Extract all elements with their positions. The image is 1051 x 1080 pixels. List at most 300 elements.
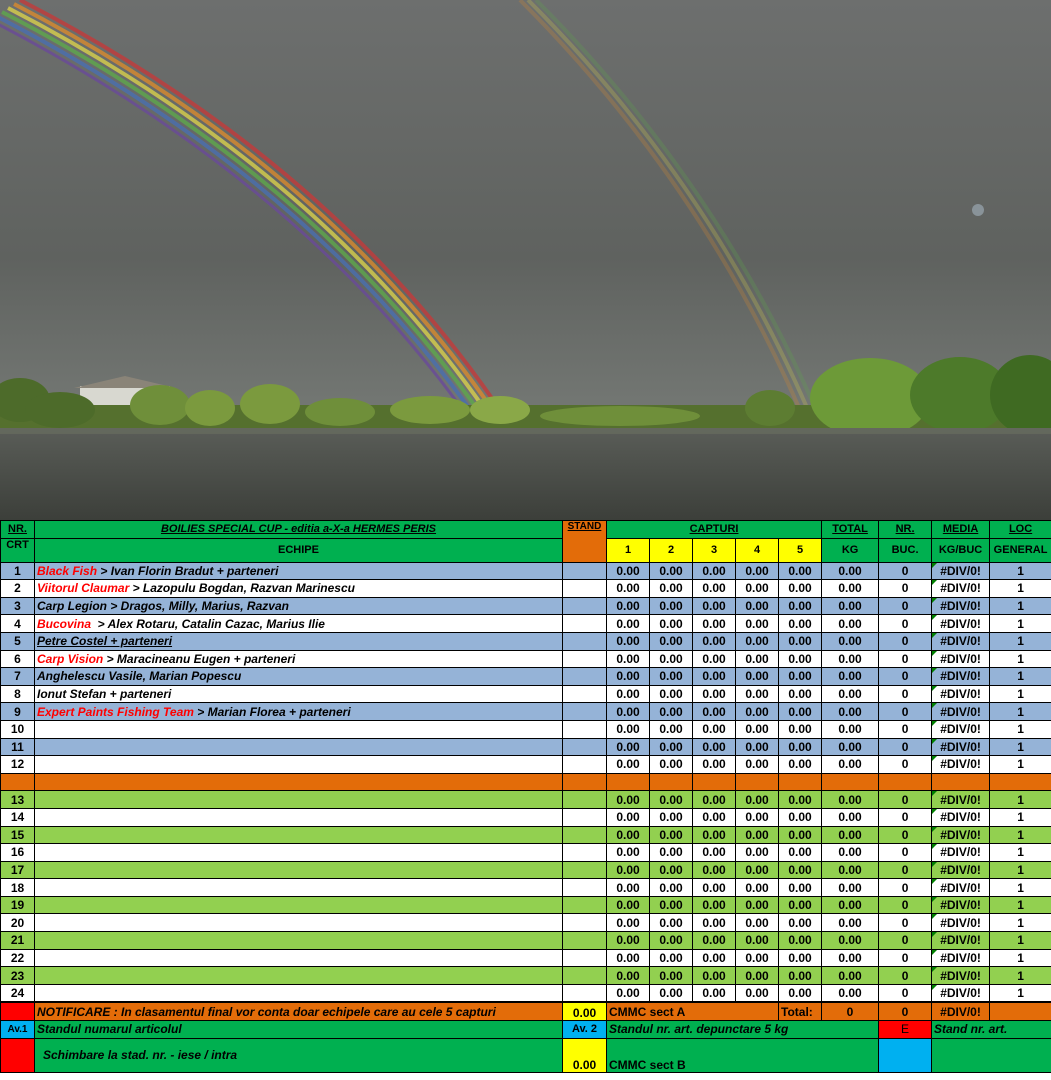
row-stand[interactable] xyxy=(563,756,607,774)
row-media: #DIV/0! xyxy=(932,949,990,967)
row-media: #DIV/0! xyxy=(932,738,990,756)
row-capture-2[interactable]: 0.00 xyxy=(650,949,693,967)
footer-cmmc-b: CMMC sect B xyxy=(607,1038,879,1072)
row-team[interactable] xyxy=(35,984,563,1002)
row-capture-1[interactable]: 0.00 xyxy=(607,668,650,686)
row-media: #DIV/0! xyxy=(932,703,990,721)
row-capture-4[interactable]: 0.00 xyxy=(736,615,779,633)
row-nr-buc: 0 xyxy=(879,791,932,809)
row-stand[interactable] xyxy=(563,879,607,897)
row-capture-3[interactable]: 0.00 xyxy=(693,967,736,985)
row-team[interactable] xyxy=(35,597,563,615)
row-media: #DIV/0! xyxy=(932,914,990,932)
row-stand[interactable] xyxy=(563,703,607,721)
row-total-kg: 0.00 xyxy=(822,632,879,650)
footer-schimbare: Schimbare la stad. nr. - iese / intra xyxy=(35,1038,563,1072)
row-capture-1[interactable]: 0.00 xyxy=(607,791,650,809)
row-capture-3[interactable]: 0.00 xyxy=(693,632,736,650)
row-capture-2[interactable]: 0.00 xyxy=(650,932,693,950)
row-capture-2[interactable]: 0.00 xyxy=(650,756,693,774)
row-total-kg: 0.00 xyxy=(822,949,879,967)
row-capture-4[interactable]: 0.00 xyxy=(736,984,779,1002)
row-capture-1[interactable]: 0.00 xyxy=(607,932,650,950)
separator-cell xyxy=(607,773,650,791)
row-loc: 1 xyxy=(990,756,1051,774)
row-capture-5[interactable]: 0.00 xyxy=(779,756,822,774)
row-media: #DIV/0! xyxy=(932,879,990,897)
row-capture-5[interactable]: 0.00 xyxy=(779,597,822,615)
row-stand[interactable] xyxy=(563,808,607,826)
row-capture-1[interactable]: 0.00 xyxy=(607,861,650,879)
row-capture-2[interactable]: 0.00 xyxy=(650,703,693,721)
team-members: > Marian Florea + parteneri xyxy=(193,704,351,719)
row-capture-2[interactable]: 0.00 xyxy=(650,738,693,756)
table-row xyxy=(1,685,1051,703)
row-team[interactable] xyxy=(35,562,563,580)
row-team[interactable] xyxy=(35,791,563,809)
row-capture-1[interactable]: 0.00 xyxy=(607,562,650,580)
row-capture-5[interactable]: 0.00 xyxy=(779,826,822,844)
row-capture-1[interactable]: 0.00 xyxy=(607,967,650,985)
row-capture-1[interactable]: 0.00 xyxy=(607,720,650,738)
row-total-kg: 0.00 xyxy=(822,808,879,826)
row-capture-1[interactable]: 0.00 xyxy=(607,844,650,862)
team-name: Carp Vision xyxy=(37,651,104,666)
row-stand[interactable] xyxy=(563,615,607,633)
row-capture-1[interactable]: 0.00 xyxy=(607,685,650,703)
row-capture-1[interactable]: 0.00 xyxy=(607,808,650,826)
row-capture-2[interactable]: 0.00 xyxy=(650,668,693,686)
row-capture-1[interactable]: 0.00 xyxy=(607,615,650,633)
row-stand[interactable] xyxy=(563,668,607,686)
row-capture-4[interactable]: 0.00 xyxy=(736,738,779,756)
row-team[interactable] xyxy=(35,615,563,633)
row-capture-3[interactable]: 0.00 xyxy=(693,703,736,721)
header-capture-2: 2 xyxy=(650,538,693,562)
row-capture-5[interactable]: 0.00 xyxy=(779,808,822,826)
separator-cell xyxy=(1,773,35,791)
row-capture-3[interactable]: 0.00 xyxy=(693,720,736,738)
row-team[interactable] xyxy=(35,844,563,862)
row-capture-4[interactable]: 0.00 xyxy=(736,562,779,580)
header-capture-5: 5 xyxy=(779,538,822,562)
row-media: #DIV/0! xyxy=(932,720,990,738)
header-echipe: ECHIPE xyxy=(35,538,563,562)
row-nr: 16 xyxy=(1,844,35,862)
footer-e-label: E xyxy=(879,1021,932,1039)
row-nr: 18 xyxy=(1,879,35,897)
row-capture-5[interactable]: 0.00 xyxy=(779,896,822,914)
row-loc: 1 xyxy=(990,615,1051,633)
row-nr: 11 xyxy=(1,738,35,756)
row-total-kg: 0.00 xyxy=(822,756,879,774)
row-capture-2[interactable]: 0.00 xyxy=(650,826,693,844)
row-capture-3[interactable]: 0.00 xyxy=(693,685,736,703)
footer-total-media: #DIV/0! xyxy=(932,1003,990,1021)
row-capture-4[interactable]: 0.00 xyxy=(736,879,779,897)
photo-svg xyxy=(0,0,1051,520)
team-members: Petre Costel + parteneri xyxy=(37,634,173,649)
row-nr-buc: 0 xyxy=(879,967,932,985)
footer-standul-numarul: Standul numarul articolul xyxy=(35,1021,563,1039)
row-nr: 8 xyxy=(1,685,35,703)
row-loc: 1 xyxy=(990,967,1051,985)
row-media: #DIV/0! xyxy=(932,668,990,686)
row-capture-1[interactable]: 0.00 xyxy=(607,650,650,668)
row-capture-2[interactable]: 0.00 xyxy=(650,791,693,809)
row-nr-buc: 0 xyxy=(879,720,932,738)
table-row xyxy=(1,668,1051,686)
row-nr-buc: 0 xyxy=(879,756,932,774)
team-members: Ionut Stefan + parteneri xyxy=(37,687,172,702)
row-capture-2[interactable]: 0.00 xyxy=(650,615,693,633)
row-capture-5[interactable]: 0.00 xyxy=(779,720,822,738)
row-stand[interactable] xyxy=(563,562,607,580)
row-capture-3[interactable]: 0.00 xyxy=(693,580,736,598)
row-stand[interactable] xyxy=(563,932,607,950)
table-row xyxy=(1,826,1051,844)
row-capture-4[interactable]: 0.00 xyxy=(736,914,779,932)
row-capture-5[interactable]: 0.00 xyxy=(779,668,822,686)
footer-red-marker-2 xyxy=(1,1038,35,1072)
table-row xyxy=(1,932,1051,950)
row-total-kg: 0.00 xyxy=(822,967,879,985)
row-capture-2[interactable]: 0.00 xyxy=(650,844,693,862)
row-loc: 1 xyxy=(990,597,1051,615)
row-capture-3[interactable]: 0.00 xyxy=(693,949,736,967)
row-stand[interactable] xyxy=(563,861,607,879)
row-capture-4[interactable]: 0.00 xyxy=(736,580,779,598)
row-capture-3[interactable]: 0.00 xyxy=(693,879,736,897)
row-media: #DIV/0! xyxy=(932,632,990,650)
row-capture-1[interactable]: 0.00 xyxy=(607,738,650,756)
row-team[interactable] xyxy=(35,650,563,668)
row-team[interactable] xyxy=(35,632,563,650)
row-capture-4[interactable]: 0.00 xyxy=(736,949,779,967)
row-nr: 23 xyxy=(1,967,35,985)
row-stand[interactable] xyxy=(563,826,607,844)
row-nr: 9 xyxy=(1,703,35,721)
row-capture-3[interactable]: 0.00 xyxy=(693,738,736,756)
row-media: #DIV/0! xyxy=(932,597,990,615)
team-name: Viitorul Claumar xyxy=(37,581,130,596)
row-nr: 14 xyxy=(1,808,35,826)
row-loc: 1 xyxy=(990,738,1051,756)
row-team[interactable] xyxy=(35,879,563,897)
row-capture-2[interactable]: 0.00 xyxy=(650,967,693,985)
table-row xyxy=(1,738,1051,756)
row-media: #DIV/0! xyxy=(932,562,990,580)
row-stand[interactable] xyxy=(563,580,607,598)
row-capture-5[interactable]: 0.00 xyxy=(779,791,822,809)
row-capture-4[interactable]: 0.00 xyxy=(736,896,779,914)
row-nr-buc: 0 xyxy=(879,984,932,1002)
row-capture-2[interactable]: 0.00 xyxy=(650,861,693,879)
row-capture-3[interactable]: 0.00 xyxy=(693,668,736,686)
row-capture-4[interactable]: 0.00 xyxy=(736,650,779,668)
row-stand[interactable] xyxy=(563,984,607,1002)
row-loc: 1 xyxy=(990,984,1051,1002)
row-capture-1[interactable]: 0.00 xyxy=(607,756,650,774)
row-loc: 1 xyxy=(990,808,1051,826)
row-stand[interactable] xyxy=(563,791,607,809)
row-nr: 13 xyxy=(1,791,35,809)
row-capture-1[interactable]: 0.00 xyxy=(607,632,650,650)
row-nr-buc: 0 xyxy=(879,685,932,703)
row-capture-3[interactable]: 0.00 xyxy=(693,562,736,580)
separator-cell xyxy=(650,773,693,791)
row-stand[interactable] xyxy=(563,685,607,703)
row-capture-3[interactable]: 0.00 xyxy=(693,650,736,668)
header-capture-1: 1 xyxy=(607,538,650,562)
row-nr: 15 xyxy=(1,826,35,844)
row-team[interactable] xyxy=(35,861,563,879)
table-row xyxy=(1,967,1051,985)
row-capture-2[interactable]: 0.00 xyxy=(650,896,693,914)
row-capture-3[interactable]: 0.00 xyxy=(693,756,736,774)
section-separator xyxy=(1,773,1051,791)
row-capture-5[interactable]: 0.00 xyxy=(779,932,822,950)
header-general: GENERAL xyxy=(990,538,1051,562)
row-capture-3[interactable]: 0.00 xyxy=(693,808,736,826)
row-team[interactable] xyxy=(35,720,563,738)
table-row xyxy=(1,896,1051,914)
row-team[interactable] xyxy=(35,668,563,686)
row-team[interactable] xyxy=(35,756,563,774)
row-team[interactable] xyxy=(35,949,563,967)
row-total-kg: 0.00 xyxy=(822,861,879,879)
row-capture-5[interactable]: 0.00 xyxy=(779,967,822,985)
row-total-kg: 0.00 xyxy=(822,826,879,844)
row-stand[interactable] xyxy=(563,844,607,862)
row-total-kg: 0.00 xyxy=(822,580,879,598)
table-row xyxy=(1,562,1051,580)
row-capture-4[interactable]: 0.00 xyxy=(736,668,779,686)
row-team[interactable] xyxy=(35,580,563,598)
row-stand[interactable] xyxy=(563,914,607,932)
row-capture-5[interactable]: 0.00 xyxy=(779,562,822,580)
row-media: #DIV/0! xyxy=(932,650,990,668)
row-capture-1[interactable]: 0.00 xyxy=(607,580,650,598)
row-stand[interactable] xyxy=(563,896,607,914)
header-kg-buc: KG/BUC xyxy=(932,538,990,562)
team-name: Expert Paints Fishing Team xyxy=(37,704,194,719)
row-team[interactable] xyxy=(35,808,563,826)
row-nr: 19 xyxy=(1,896,35,914)
row-stand[interactable] xyxy=(563,597,607,615)
footer-row-2 xyxy=(1,1021,1051,1039)
row-stand[interactable] xyxy=(563,949,607,967)
row-total-kg: 0.00 xyxy=(822,650,879,668)
row-loc: 1 xyxy=(990,720,1051,738)
row-capture-5[interactable]: 0.00 xyxy=(779,914,822,932)
row-team[interactable] xyxy=(35,896,563,914)
row-capture-5[interactable]: 0.00 xyxy=(779,580,822,598)
row-nr-buc: 0 xyxy=(879,562,932,580)
row-capture-5[interactable]: 0.00 xyxy=(779,703,822,721)
row-stand[interactable] xyxy=(563,738,607,756)
team-members: Anghelescu Vasile, Marian Popescu xyxy=(37,669,242,684)
row-nr: 17 xyxy=(1,861,35,879)
footer-green-end xyxy=(932,1038,1051,1072)
row-media: #DIV/0! xyxy=(932,896,990,914)
row-total-kg: 0.00 xyxy=(822,562,879,580)
row-capture-1[interactable]: 0.00 xyxy=(607,914,650,932)
row-capture-3[interactable]: 0.00 xyxy=(693,932,736,950)
row-capture-5[interactable]: 0.00 xyxy=(779,861,822,879)
row-capture-4[interactable]: 0.00 xyxy=(736,826,779,844)
row-capture-3[interactable]: 0.00 xyxy=(693,826,736,844)
table-row xyxy=(1,756,1051,774)
row-loc: 1 xyxy=(990,861,1051,879)
header-title: BOILIES SPECIAL CUP - editia a-X-a HERMES PERIS xyxy=(35,521,563,539)
separator-cell xyxy=(35,773,563,791)
footer-notificare: NOTIFICARE : In clasamentul final vor conta doar echipele care au cele 5 capturi xyxy=(35,1003,563,1021)
table-row xyxy=(1,615,1051,633)
table-row xyxy=(1,808,1051,826)
header-media: MEDIA xyxy=(932,521,990,539)
row-capture-3[interactable]: 0.00 xyxy=(693,896,736,914)
row-team[interactable] xyxy=(35,685,563,703)
row-capture-4[interactable]: 0.00 xyxy=(736,791,779,809)
team-members: > Alex Rotaru, Catalin Cazac, Marius Ilie xyxy=(91,616,325,631)
row-capture-4[interactable]: 0.00 xyxy=(736,932,779,950)
row-nr: 1 xyxy=(1,562,35,580)
row-team[interactable] xyxy=(35,914,563,932)
footer-av1: Av.1 xyxy=(1,1021,35,1039)
footer-total-kg: 0 xyxy=(822,1003,879,1021)
footer-red-marker-1 xyxy=(1,1003,35,1021)
separator-cell xyxy=(736,773,779,791)
row-capture-3[interactable]: 0.00 xyxy=(693,597,736,615)
row-capture-2[interactable]: 0.00 xyxy=(650,685,693,703)
row-team[interactable] xyxy=(35,932,563,950)
row-capture-2[interactable]: 0.00 xyxy=(650,914,693,932)
row-capture-5[interactable]: 0.00 xyxy=(779,949,822,967)
header-total: TOTAL xyxy=(822,521,879,539)
row-team[interactable] xyxy=(35,826,563,844)
header-buc: BUC. xyxy=(879,538,932,562)
row-capture-1[interactable]: 0.00 xyxy=(607,879,650,897)
row-capture-4[interactable]: 0.00 xyxy=(736,808,779,826)
row-nr-buc: 0 xyxy=(879,844,932,862)
row-capture-3[interactable]: 0.00 xyxy=(693,791,736,809)
footer-standul-nr: Standul nr. art. depunctare 5 kg xyxy=(607,1021,879,1039)
row-capture-2[interactable]: 0.00 xyxy=(650,562,693,580)
row-stand[interactable] xyxy=(563,967,607,985)
row-media: #DIV/0! xyxy=(932,580,990,598)
row-capture-3[interactable]: 0.00 xyxy=(693,861,736,879)
row-nr: 12 xyxy=(1,756,35,774)
footer-stand-value: 0.00 xyxy=(563,1003,607,1021)
team-members: > Lazopulu Bogdan, Razvan Marinescu xyxy=(129,581,355,596)
row-capture-5[interactable]: 0.00 xyxy=(779,984,822,1002)
row-loc: 1 xyxy=(990,879,1051,897)
row-capture-4[interactable]: 0.00 xyxy=(736,861,779,879)
separator-cell xyxy=(693,773,736,791)
row-capture-2[interactable]: 0.00 xyxy=(650,632,693,650)
header-capturi: CAPTURI xyxy=(607,521,822,539)
row-capture-2[interactable]: 0.00 xyxy=(650,650,693,668)
row-capture-5[interactable]: 0.00 xyxy=(779,844,822,862)
row-capture-4[interactable]: 0.00 xyxy=(736,720,779,738)
row-capture-5[interactable]: 0.00 xyxy=(779,615,822,633)
row-nr-buc: 0 xyxy=(879,615,932,633)
row-loc: 1 xyxy=(990,685,1051,703)
row-stand[interactable] xyxy=(563,650,607,668)
row-capture-1[interactable]: 0.00 xyxy=(607,597,650,615)
row-loc: 1 xyxy=(990,949,1051,967)
header-row-1 xyxy=(1,521,1051,539)
row-capture-3[interactable]: 0.00 xyxy=(693,914,736,932)
footer-stand-nr-art: Stand nr. art. xyxy=(932,1021,1051,1039)
header-row-2 xyxy=(1,538,1051,562)
row-loc: 1 xyxy=(990,896,1051,914)
row-capture-5[interactable]: 0.00 xyxy=(779,879,822,897)
row-capture-3[interactable]: 0.00 xyxy=(693,984,736,1002)
row-total-kg: 0.00 xyxy=(822,879,879,897)
row-capture-2[interactable]: 0.00 xyxy=(650,984,693,1002)
row-capture-4[interactable]: 0.00 xyxy=(736,685,779,703)
separator-cell xyxy=(563,773,607,791)
row-capture-5[interactable]: 0.00 xyxy=(779,650,822,668)
row-nr: 10 xyxy=(1,720,35,738)
row-loc: 1 xyxy=(990,562,1051,580)
row-capture-2[interactable]: 0.00 xyxy=(650,720,693,738)
row-total-kg: 0.00 xyxy=(822,703,879,721)
row-capture-2[interactable]: 0.00 xyxy=(650,597,693,615)
row-team[interactable] xyxy=(35,738,563,756)
footer-row-1 xyxy=(1,1003,1051,1021)
row-capture-1[interactable]: 0.00 xyxy=(607,984,650,1002)
row-capture-5[interactable]: 0.00 xyxy=(779,738,822,756)
row-capture-4[interactable]: 0.00 xyxy=(736,756,779,774)
row-capture-5[interactable]: 0.00 xyxy=(779,685,822,703)
row-capture-1[interactable]: 0.00 xyxy=(607,896,650,914)
row-team[interactable] xyxy=(35,703,563,721)
row-capture-1[interactable]: 0.00 xyxy=(607,826,650,844)
team-name: Black Fish xyxy=(37,563,98,578)
row-capture-3[interactable]: 0.00 xyxy=(693,615,736,633)
row-total-kg: 0.00 xyxy=(822,984,879,1002)
row-capture-2[interactable]: 0.00 xyxy=(650,879,693,897)
row-capture-3[interactable]: 0.00 xyxy=(693,844,736,862)
row-team[interactable] xyxy=(35,967,563,985)
row-stand[interactable] xyxy=(563,720,607,738)
row-loc: 1 xyxy=(990,932,1051,950)
row-capture-4[interactable]: 0.00 xyxy=(736,632,779,650)
row-total-kg: 0.00 xyxy=(822,597,879,615)
row-capture-2[interactable]: 0.00 xyxy=(650,580,693,598)
row-capture-4[interactable]: 0.00 xyxy=(736,703,779,721)
footer-cmmc-a: CMMC sect A xyxy=(607,1003,779,1021)
row-capture-4[interactable]: 0.00 xyxy=(736,844,779,862)
row-stand[interactable] xyxy=(563,632,607,650)
row-capture-4[interactable]: 0.00 xyxy=(736,597,779,615)
row-capture-2[interactable]: 0.00 xyxy=(650,808,693,826)
row-loc: 1 xyxy=(990,791,1051,809)
row-capture-5[interactable]: 0.00 xyxy=(779,632,822,650)
row-capture-1[interactable]: 0.00 xyxy=(607,949,650,967)
separator-cell xyxy=(779,773,822,791)
row-media: #DIV/0! xyxy=(932,967,990,985)
row-loc: 1 xyxy=(990,650,1051,668)
team-members: > Maracineanu Eugen + parteneri xyxy=(103,651,296,666)
row-capture-4[interactable]: 0.00 xyxy=(736,967,779,985)
row-nr: 5 xyxy=(1,632,35,650)
row-capture-1[interactable]: 0.00 xyxy=(607,703,650,721)
row-media: #DIV/0! xyxy=(932,791,990,809)
